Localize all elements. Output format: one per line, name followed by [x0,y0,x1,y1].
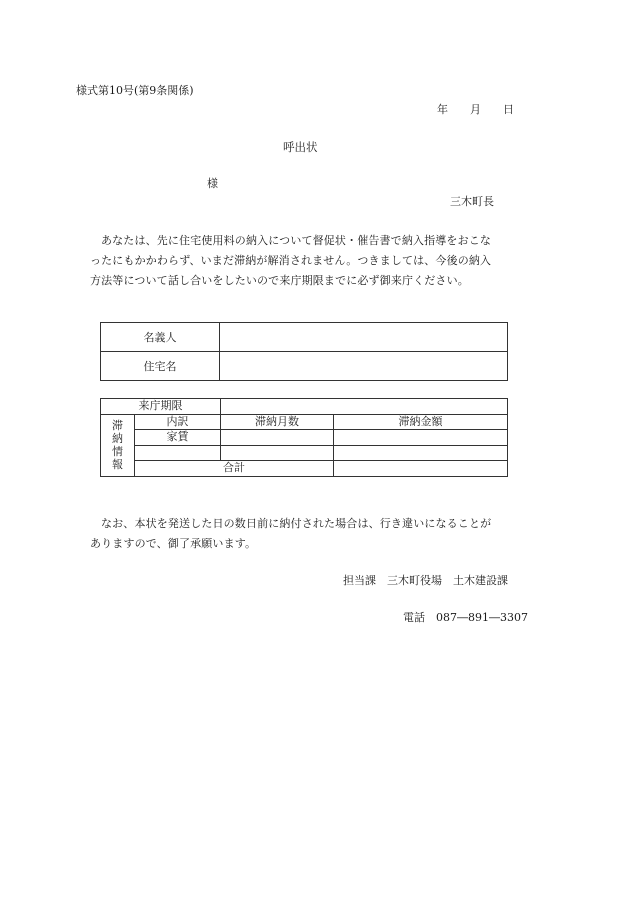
arrears-amount-cell [334,445,508,461]
table-row [101,445,508,461]
sender-name: 三木町長 [450,195,494,208]
notice-line-1: あなたは、先に住宅使用料の納入について督促状・催告書で納入指導をおこな [101,234,492,247]
note-line-1: なお、本状を発送した日の数日前に納付された場合は、行き違いになることが [101,517,492,530]
table-row [101,414,508,430]
arrears-months-cell [221,430,334,446]
notice-paragraph [90,231,530,291]
contact-phone: 電話 087―891―3307 [403,611,528,624]
table-row [101,430,508,446]
holder-name-label: 名義人 [101,323,220,352]
side-label-char: 情 [112,445,123,458]
date-line [437,103,514,117]
contact-department: 担当課 三木町役場 土木建設課 [343,574,508,587]
breakdown-header: 内訳 [135,414,221,430]
date-month-label: 月 [470,103,481,116]
side-label-char: 報 [112,458,123,471]
table-row [101,461,508,477]
side-label-char: 納 [112,432,123,445]
visit-deadline-label: 来庁期限 [101,399,221,415]
total-label: 合計 [135,461,334,477]
date-year-label: 年 [437,103,448,116]
date-day-label: 日 [503,103,514,116]
arrears-amount-header: 滞納金額 [334,414,508,430]
housing-name-label: 住宅名 [101,352,220,381]
arrears-months-header: 滞納月数 [221,414,334,430]
breakdown-cell: 家賃 [135,430,221,446]
notice-line-3: 方法等について話し合いをしたいので来庁期限までに必ず御来庁ください。 [90,274,469,287]
visit-deadline-value [221,399,508,415]
arrears-months-cell [221,445,334,461]
total-value [334,461,508,477]
notice-line-2: ったにもかかわらず、いまだ滞納が解消されません。つきましては、今後の納入 [90,254,492,267]
housing-name-value [220,352,508,381]
addressee-suffix: 様 [207,177,218,190]
side-label-char: 滞 [112,419,123,432]
breakdown-cell [135,445,221,461]
note-line-2: ありますので、御了承願います。 [90,537,257,550]
table-row [101,399,508,415]
arrears-info-table [100,398,508,477]
holder-info-table [100,322,508,381]
holder-name-value [220,323,508,352]
form-number: 様式第10号(第9条関係) [76,84,194,97]
table-row [101,352,508,381]
document-title: 呼出状 [283,140,318,154]
arrears-amount-cell [334,430,508,446]
table-row [101,323,508,352]
arrears-info-side-label [101,414,135,476]
note-paragraph [90,514,530,554]
